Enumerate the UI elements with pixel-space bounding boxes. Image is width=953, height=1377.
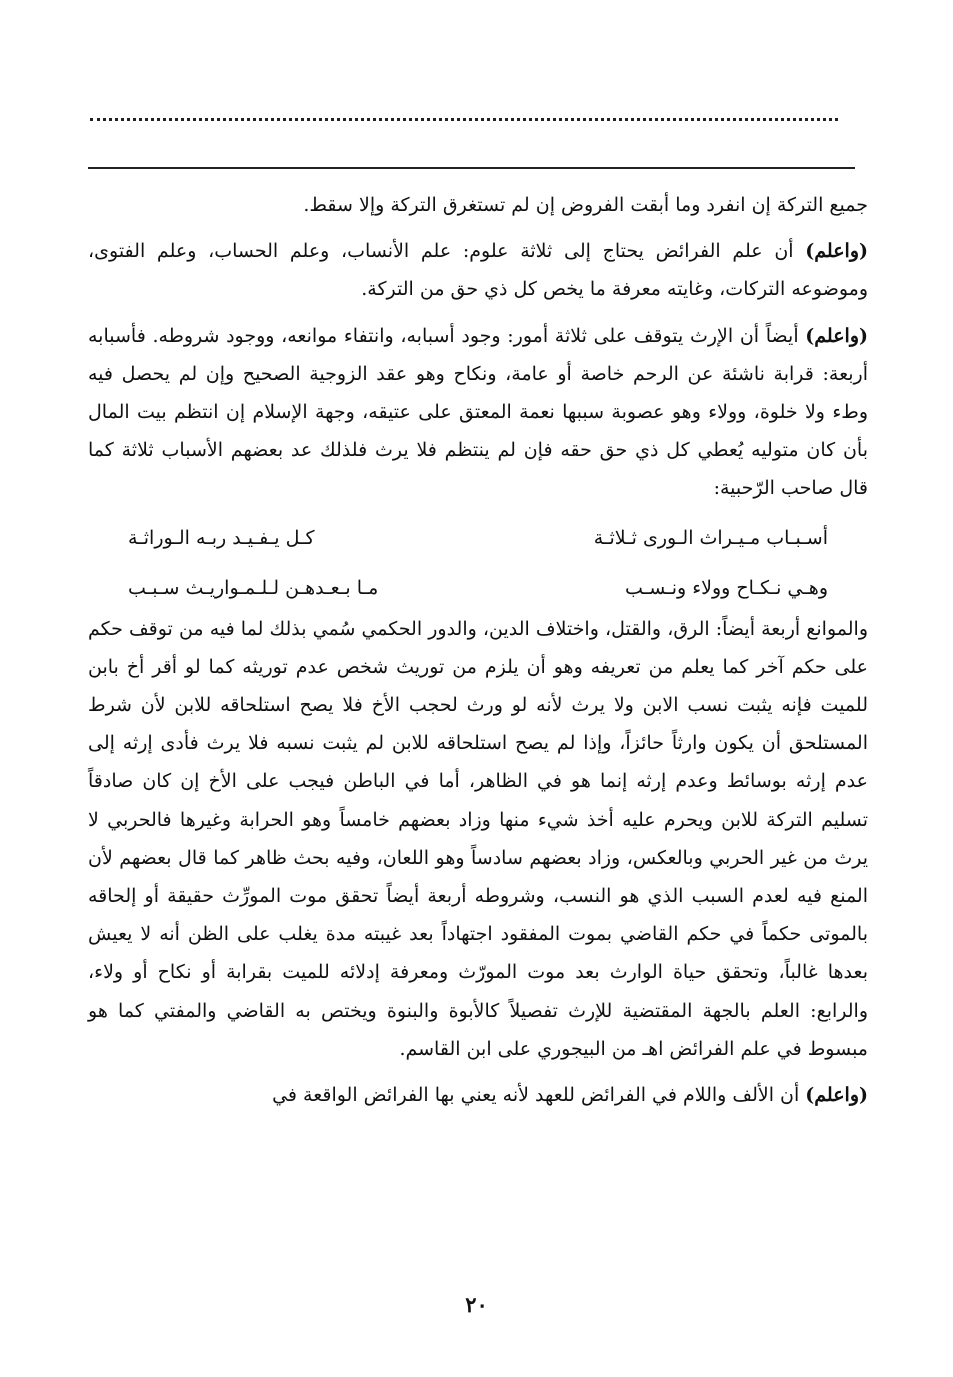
- paragraph-2: [88, 232, 868, 308]
- paragraph-2-text: أن علم الفرائض يحتاج إلى ثلاثة علوم: علم الأنساب، وعلم الحساب، وعلم الفتوى، وموضوعه التركات، وغايته معرفة ما يخص كل ذي حق من التركة.: [88, 240, 868, 301]
- body-text: [88, 186, 868, 1122]
- paragraph-4: [88, 610, 868, 1068]
- verse-2-second-hemistich: مـا بـعـدهـن لـلـمـواريـث سـبـب: [128, 576, 379, 599]
- paragraph-4-text: والموانع أربعة أيضاً: الرق، والقتل، واختلاف الدين، والدور الحكمي سُمي بذلك لما فيه من توقف حكم على حكم آخر كما يعلم من تعريفه وهو أن يلزم من توريث شخص عدم توريثه كما لو أقر أخ بابن للميت فإنه يثبت نسب الابن ولا يرث لأنه لو ورث لحجب الأخ فلا يصح استلحاقه للابن لأن شرط المستلحق أن يكون وارثاً حائزاً، وإذا لم يصح استلحاقه للابن لم يثبت نسبه فلا يرث فأدى إرثه إلى عدم إرثه بوسائط وعدم إرثه إنما هو في الظاهر، أما في الباطن فيجب على الأخ إن كان صادقاً تسليم التركة للابن ويحرم عليه أخذ شيء منها وزاد بعضهم خامساً وهو الحرابة وغيرها فالحربي لا يرث من غير الحربي وبالعكس، وزاد بعضهم سادساً وهو اللعان، وفيه بحث ظاهر كما قال بعضهم لأن المنع فيه لعدم السبب الذي هو النسب، وشروطه أربعة أيضاً تحقق موت المورِّث حقيقة أو إلحاقه بالموتى حكماً في حكم القاضي بموت المفقود اجتهاداً بعد غيبته مدة يغلب على الظن أنه لا يعيش بعدها غالباً، وتحقق حياة الوارث بعد موت المورّث ومعرفة إدلائه للميت بقرابة أو نكاح أو ولاء، والرابع: العلم بالجهة المقتضية للإرث تفصيلاً كالأبوة والبنوة ويختص به القاضي والمفتي كما هو مبسوط في علم الفرائض اهـ من البيجوري على ابن القاسم.: [88, 617, 869, 1060]
- verse-1-first-hemistich: أسـبـاب مـيـراث الـورى ثـلاثـة: [593, 526, 828, 549]
- paragraph-3-keyword: (واعلم): [805, 324, 868, 347]
- verse-line-1: [128, 516, 828, 560]
- paragraph-5-keyword: (واعلم): [805, 1084, 868, 1107]
- paragraph-2-keyword: (واعلم): [805, 240, 869, 263]
- verse-2-first-hemistich: وهـي نـكـاح وولاء ونـسـب: [624, 576, 828, 599]
- paragraph-1: [88, 186, 868, 224]
- page-number: ٢٠: [465, 1292, 488, 1317]
- footnote-separator-rule: [88, 167, 855, 169]
- paragraph-5-text: أن الألف واللام في الفرائض للعهد لأنه يعني بها الفرائض الواقعة في: [272, 1084, 806, 1107]
- paragraph-1-text: جميع التركة إن انفرد وما أبقت الفروض إن لم تستغرق التركة وإلا سقط.: [303, 194, 868, 216]
- header-dotted-rule: [90, 118, 838, 121]
- paragraph-3: [88, 317, 868, 508]
- paragraph-3-text: أيضاً أن الإرث يتوقف على ثلاثة أمور: وجود أسبابه، وانتفاء موانعه، ووجود شروطه. فأسبابه أربعة: قرابة ناشئة عن الرحم خاصة أو عامة، ونكاح وهو عقد الزوجية الصحيح وإن لم يحصل فيه وطء ولا خلوة، وولاء وهو عصوبة سببها نعمة المعتق على عتيقه، وجهة الإسلام إن انتظم بيت المال بأن كان متوليه يُعطي كل ذي حق حقه فإن لم ينتظم فلا يرث فلذلك عد بعضهم الأسباب ثلاثة كما قال صاحب الرّحبية:: [88, 324, 868, 500]
- verse-line-2: [128, 566, 828, 610]
- paragraph-5: [88, 1076, 868, 1114]
- verse-1-second-hemistich: كـل يـفـيـد ربـه الـوراثـة: [128, 526, 315, 549]
